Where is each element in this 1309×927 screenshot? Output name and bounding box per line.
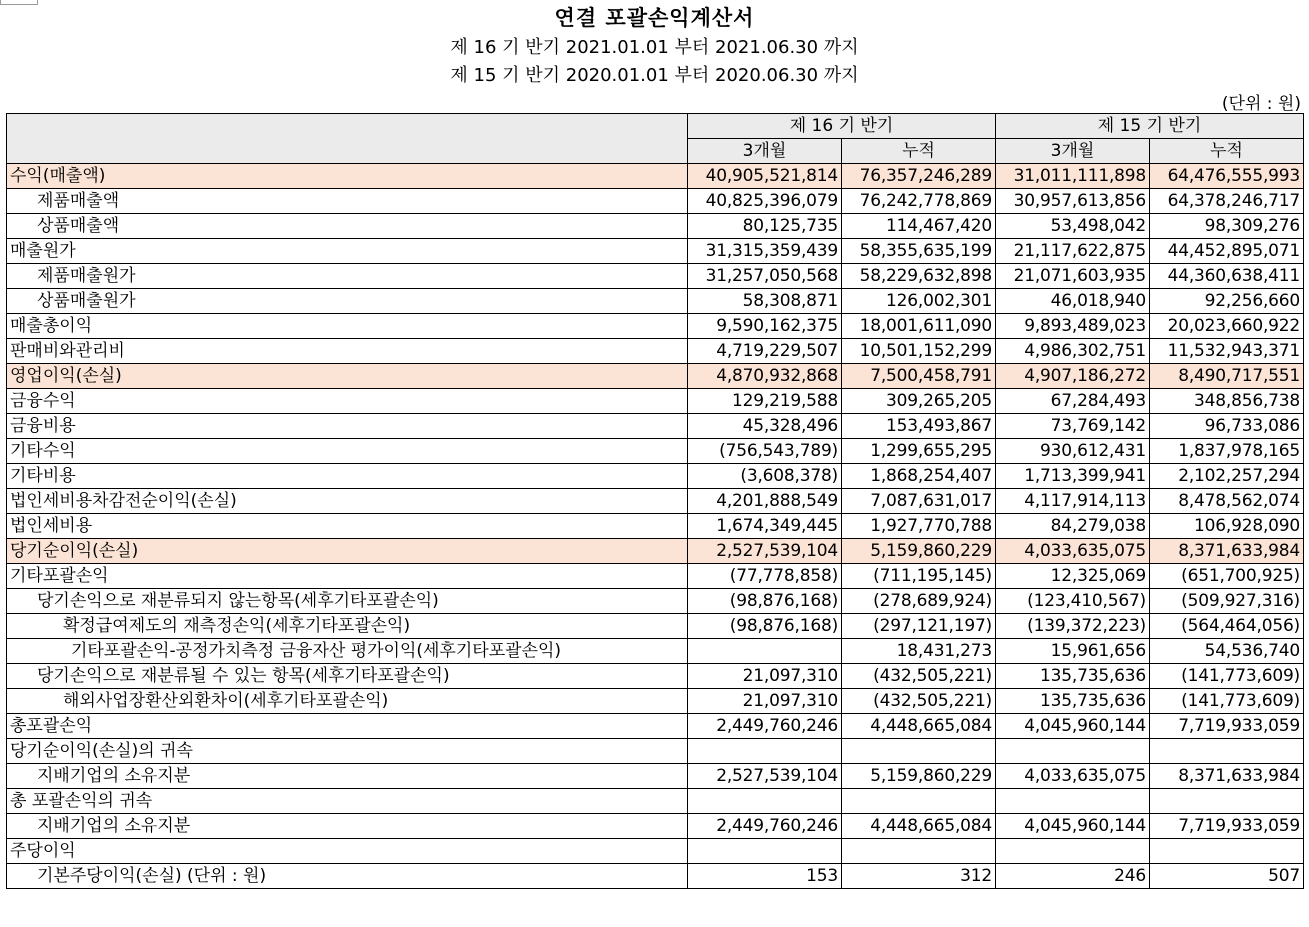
account-label: 총포괄손익 — [7, 714, 688, 739]
current-cumulative-value: 76,242,778,869 — [842, 189, 996, 214]
prior-three-month-value: 31,011,111,898 — [996, 164, 1150, 189]
prior-three-month-value: 9,893,489,023 — [996, 314, 1150, 339]
prior-cumulative-value: 8,371,633,984 — [1150, 539, 1304, 564]
prior-cumulative-value: (564,464,056) — [1150, 614, 1304, 639]
table-row — [7, 339, 1304, 364]
prior-cumulative-value: (141,773,609) — [1150, 664, 1304, 689]
current-cumulative-value: 126,002,301 — [842, 289, 996, 314]
prior-three-month-value: 46,018,940 — [996, 289, 1150, 314]
current-cumulative-value: 18,001,611,090 — [842, 314, 996, 339]
current-three-month-value: 4,201,888,549 — [688, 489, 842, 514]
current-cumulative-value: (711,195,145) — [842, 564, 996, 589]
account-label: 제품매출액 — [7, 189, 688, 214]
current-cumulative-value — [842, 839, 996, 864]
header-current-three-month: 3개월 — [688, 139, 842, 164]
current-three-month-value: 40,905,521,814 — [688, 164, 842, 189]
table-row — [7, 664, 1304, 689]
account-label: 확정급여제도의 재측정손익(세후기타포괄손익) — [7, 614, 688, 639]
account-label: 총 포괄손익의 귀속 — [7, 789, 688, 814]
prior-three-month-value: 1,713,399,941 — [996, 464, 1150, 489]
table-row — [7, 439, 1304, 464]
table-row — [7, 314, 1304, 339]
account-label: 해외사업장환산외환차이(세후기타포괄손익) — [7, 689, 688, 714]
current-cumulative-value: 5,159,860,229 — [842, 539, 996, 564]
header-current-cumulative: 누적 — [842, 139, 996, 164]
current-cumulative-value: 153,493,867 — [842, 414, 996, 439]
current-cumulative-value: 10,501,152,299 — [842, 339, 996, 364]
prior-three-month-value: 21,071,603,935 — [996, 264, 1150, 289]
current-three-month-value: 21,097,310 — [688, 689, 842, 714]
current-cumulative-value: 1,868,254,407 — [842, 464, 996, 489]
table-row — [7, 239, 1304, 264]
prior-cumulative-value: 8,490,717,551 — [1150, 364, 1304, 389]
prior-three-month-value: 135,735,636 — [996, 689, 1150, 714]
prior-three-month-value: 67,284,493 — [996, 389, 1150, 414]
current-three-month-value — [688, 739, 842, 764]
prior-cumulative-value: 20,023,660,922 — [1150, 314, 1304, 339]
table-row — [7, 264, 1304, 289]
account-label: 지배기업의 소유지분 — [7, 764, 688, 789]
current-cumulative-value — [842, 739, 996, 764]
current-cumulative-value: 114,467,420 — [842, 214, 996, 239]
prior-three-month-value: 4,907,186,272 — [996, 364, 1150, 389]
prior-cumulative-value: 11,532,943,371 — [1150, 339, 1304, 364]
prior-three-month-value: 4,045,960,144 — [996, 814, 1150, 839]
prior-three-month-value: 30,957,613,856 — [996, 189, 1150, 214]
prior-three-month-value: 4,045,960,144 — [996, 714, 1150, 739]
income-statement-table — [6, 113, 1304, 889]
current-cumulative-value: (432,505,221) — [842, 664, 996, 689]
period-current: 제 16 기 반기 2021.01.01 부터 2021.06.30 까지 — [450, 37, 859, 58]
prior-three-month-value: 15,961,656 — [996, 639, 1150, 664]
current-three-month-value — [688, 789, 842, 814]
account-label: 당기순이익(손실) — [7, 539, 688, 564]
current-three-month-value: 4,719,229,507 — [688, 339, 842, 364]
table-row — [7, 489, 1304, 514]
account-label: 법인세비용차감전순이익(손실) — [7, 489, 688, 514]
prior-three-month-value: 53,498,042 — [996, 214, 1150, 239]
prior-cumulative-value: 54,536,740 — [1150, 639, 1304, 664]
current-three-month-value: 2,449,760,246 — [688, 814, 842, 839]
prior-three-month-value: 930,612,431 — [996, 439, 1150, 464]
prior-cumulative-value: (651,700,925) — [1150, 564, 1304, 589]
prior-cumulative-value: 98,309,276 — [1150, 214, 1304, 239]
header-row-periods — [7, 114, 1304, 139]
account-label: 법인세비용 — [7, 514, 688, 539]
current-cumulative-value: 58,229,632,898 — [842, 264, 996, 289]
current-three-month-value: (3,608,378) — [688, 464, 842, 489]
account-label: 당기순이익(손실)의 귀속 — [7, 739, 688, 764]
table-row — [7, 289, 1304, 314]
prior-three-month-value: 4,033,635,075 — [996, 539, 1150, 564]
prior-three-month-value: 4,986,302,751 — [996, 339, 1150, 364]
account-label: 기타수익 — [7, 439, 688, 464]
current-three-month-value: 31,315,359,439 — [688, 239, 842, 264]
prior-three-month-value: 84,279,038 — [996, 514, 1150, 539]
current-cumulative-value: (297,121,197) — [842, 614, 996, 639]
account-label: 당기손익으로 재분류되지 않는항목(세후기타포괄손익) — [7, 589, 688, 614]
current-cumulative-value: 76,357,246,289 — [842, 164, 996, 189]
prior-three-month-value: (139,372,223) — [996, 614, 1150, 639]
table-row — [7, 539, 1304, 564]
prior-cumulative-value: 64,476,555,993 — [1150, 164, 1304, 189]
current-three-month-value: 153 — [688, 864, 842, 889]
table-row — [7, 564, 1304, 589]
table-row — [7, 514, 1304, 539]
table-row — [7, 214, 1304, 239]
table-row — [7, 864, 1304, 889]
table-row — [7, 764, 1304, 789]
account-label: 기타비용 — [7, 464, 688, 489]
prior-cumulative-value: 8,371,633,984 — [1150, 764, 1304, 789]
table-row — [7, 164, 1304, 189]
current-three-month-value: 31,257,050,568 — [688, 264, 842, 289]
prior-three-month-value: 4,117,914,113 — [996, 489, 1150, 514]
prior-three-month-value: 4,033,635,075 — [996, 764, 1150, 789]
table-row — [7, 839, 1304, 864]
current-three-month-value: 45,328,496 — [688, 414, 842, 439]
table-row — [7, 389, 1304, 414]
table-row — [7, 464, 1304, 489]
current-cumulative-value: (432,505,221) — [842, 689, 996, 714]
account-label: 제품매출원가 — [7, 264, 688, 289]
prior-three-month-value: (123,410,567) — [996, 589, 1150, 614]
prior-three-month-value: 135,735,636 — [996, 664, 1150, 689]
current-three-month-value: 2,527,539,104 — [688, 539, 842, 564]
table-row — [7, 414, 1304, 439]
current-cumulative-value: 1,927,770,788 — [842, 514, 996, 539]
prior-cumulative-value: 92,256,660 — [1150, 289, 1304, 314]
header-prior-three-month: 3개월 — [996, 139, 1150, 164]
prior-three-month-value: 246 — [996, 864, 1150, 889]
table-row — [7, 814, 1304, 839]
account-label: 상품매출원가 — [7, 289, 688, 314]
period-prior: 제 15 기 반기 2020.01.01 부터 2020.06.30 까지 — [450, 65, 859, 86]
current-three-month-value: 80,125,735 — [688, 214, 842, 239]
table-row — [7, 189, 1304, 214]
prior-three-month-value: 12,325,069 — [996, 564, 1150, 589]
current-three-month-value — [688, 639, 842, 664]
prior-cumulative-value: (141,773,609) — [1150, 689, 1304, 714]
account-label: 기본주당이익(손실) (단위 : 원) — [7, 864, 688, 889]
account-label: 주당이익 — [7, 839, 688, 864]
account-label: 금융수익 — [7, 389, 688, 414]
table-row — [7, 614, 1304, 639]
table-row — [7, 714, 1304, 739]
current-cumulative-value: 1,299,655,295 — [842, 439, 996, 464]
current-three-month-value: 1,674,349,445 — [688, 514, 842, 539]
table-row — [7, 689, 1304, 714]
account-label: 금융비용 — [7, 414, 688, 439]
prior-cumulative-value: (509,927,316) — [1150, 589, 1304, 614]
prior-cumulative-value: 8,478,562,074 — [1150, 489, 1304, 514]
current-three-month-value: 40,825,396,079 — [688, 189, 842, 214]
current-three-month-value: 129,219,588 — [688, 389, 842, 414]
current-three-month-value: (98,876,168) — [688, 614, 842, 639]
current-three-month-value: (98,876,168) — [688, 589, 842, 614]
account-label: 상품매출액 — [7, 214, 688, 239]
current-cumulative-value: 7,087,631,017 — [842, 489, 996, 514]
prior-three-month-value: 73,769,142 — [996, 414, 1150, 439]
current-cumulative-value: 312 — [842, 864, 996, 889]
current-cumulative-value: 18,431,273 — [842, 639, 996, 664]
current-three-month-value — [688, 839, 842, 864]
account-label: 기타포괄손익 — [7, 564, 688, 589]
prior-cumulative-value: 1,837,978,165 — [1150, 439, 1304, 464]
prior-cumulative-value — [1150, 839, 1304, 864]
prior-cumulative-value: 2,102,257,294 — [1150, 464, 1304, 489]
current-cumulative-value: (278,689,924) — [842, 589, 996, 614]
prior-cumulative-value: 106,928,090 — [1150, 514, 1304, 539]
account-label: 매출원가 — [7, 239, 688, 264]
table-row — [7, 789, 1304, 814]
table-row — [7, 589, 1304, 614]
current-three-month-value: 2,449,760,246 — [688, 714, 842, 739]
current-cumulative-value: 5,159,860,229 — [842, 764, 996, 789]
table-row — [7, 639, 1304, 664]
header-current-period: 제 16 기 반기 — [688, 114, 996, 139]
table-row — [7, 364, 1304, 389]
table-row — [7, 739, 1304, 764]
prior-cumulative-value: 7,719,933,059 — [1150, 814, 1304, 839]
current-three-month-value: (77,778,858) — [688, 564, 842, 589]
prior-cumulative-value: 96,733,086 — [1150, 414, 1304, 439]
prior-three-month-value — [996, 839, 1150, 864]
current-cumulative-value: 58,355,635,199 — [842, 239, 996, 264]
account-label: 지배기업의 소유지분 — [7, 814, 688, 839]
unit-note: (단위 : 원) — [1221, 94, 1301, 114]
current-cumulative-value: 309,265,205 — [842, 389, 996, 414]
header-account-cell — [7, 114, 688, 164]
current-cumulative-value: 4,448,665,084 — [842, 814, 996, 839]
prior-cumulative-value: 44,360,638,411 — [1150, 264, 1304, 289]
current-three-month-value: 58,308,871 — [688, 289, 842, 314]
statement-body — [7, 164, 1304, 889]
current-cumulative-value: 4,448,665,084 — [842, 714, 996, 739]
prior-cumulative-value: 44,452,895,071 — [1150, 239, 1304, 264]
header-prior-period: 제 15 기 반기 — [996, 114, 1304, 139]
current-three-month-value: 9,590,162,375 — [688, 314, 842, 339]
account-label: 영업이익(손실) — [7, 364, 688, 389]
prior-cumulative-value: 507 — [1150, 864, 1304, 889]
prior-cumulative-value: 7,719,933,059 — [1150, 714, 1304, 739]
prior-three-month-value: 21,117,622,875 — [996, 239, 1150, 264]
header-prior-cumulative: 누적 — [1150, 139, 1304, 164]
current-three-month-value: (756,543,789) — [688, 439, 842, 464]
prior-cumulative-value: 348,856,738 — [1150, 389, 1304, 414]
prior-cumulative-value — [1150, 739, 1304, 764]
account-label: 판매비와관리비 — [7, 339, 688, 364]
account-label: 기타포괄손익-공정가치측정 금융자산 평가이익(세후기타포괄손익) — [7, 639, 688, 664]
prior-cumulative-value — [1150, 789, 1304, 814]
current-cumulative-value: 7,500,458,791 — [842, 364, 996, 389]
account-label: 매출총이익 — [7, 314, 688, 339]
current-cumulative-value — [842, 789, 996, 814]
prior-three-month-value — [996, 789, 1150, 814]
current-three-month-value: 4,870,932,868 — [688, 364, 842, 389]
current-three-month-value: 21,097,310 — [688, 664, 842, 689]
account-label: 당기손익으로 재분류될 수 있는 항목(세후기타포괄손익) — [7, 664, 688, 689]
statement-title: 연결 포괄손익계산서 — [554, 6, 755, 30]
account-label: 수익(매출액) — [7, 164, 688, 189]
current-three-month-value: 2,527,539,104 — [688, 764, 842, 789]
prior-cumulative-value: 64,378,246,717 — [1150, 189, 1304, 214]
prior-three-month-value — [996, 739, 1150, 764]
